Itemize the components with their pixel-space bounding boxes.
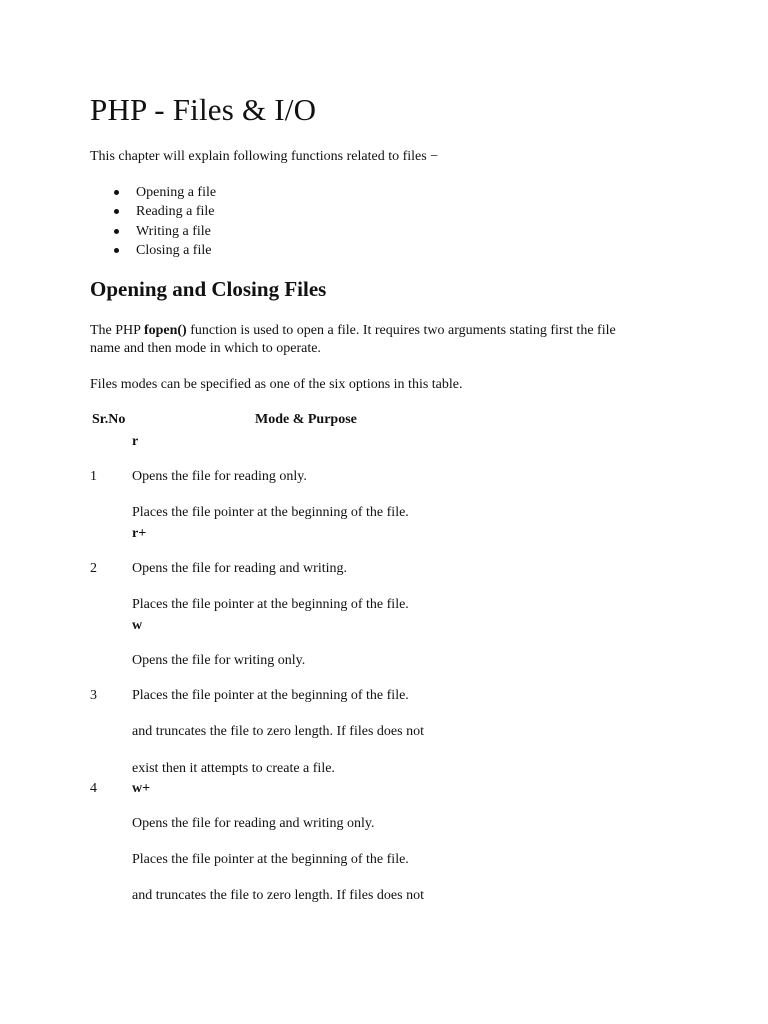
mode-description: Places the file pointer at the beginning of the file. [132,688,409,703]
row-number: 3 [90,688,97,703]
bullet-icon [114,229,119,234]
list-item: Closing a file [110,242,216,261]
mode-label: w+ [132,781,151,796]
list-item: Reading a file [110,203,216,222]
bullet-icon [114,209,119,214]
mode-description: Places the file pointer at the beginning of the file. [132,597,409,612]
list-item: Writing a file [110,223,216,242]
mode-description: Opens the file for writing only. [132,653,306,668]
row-number: 2 [90,561,97,576]
list-item: Opening a file [110,184,216,203]
mode-description: exist then it attempts to create a file. [132,761,335,776]
bullet-icon [114,190,119,195]
table-header-mode: Mode & Purpose [255,412,357,427]
mode-label: w [132,618,143,633]
table-header-srno: Sr.No [92,412,126,427]
section-heading: Opening and Closing Files [90,277,327,301]
fopen-paragraph: The PHP fopen() function is used to open a file. It requires two arguments stating first the file name and then mode in which to operate. [90,323,616,356]
mode-description: Places the file pointer at the beginning of the file. [132,505,409,520]
function-name: fopen() [143,323,187,338]
mode-description: Opens the file for reading and writing only. [132,816,375,831]
row-number: 1 [90,469,97,484]
mode-description: Places the file pointer at the beginning of the file. [132,852,409,867]
mode-description: and truncates the file to zero length. If files does not [132,724,424,739]
function-list [110,184,216,261]
mode-description: Opens the file for reading and writing. [132,561,347,576]
bullet-icon [114,248,119,253]
intro-text: This chapter will explain following functions related to files − [90,149,439,164]
mode-label: r+ [132,526,147,541]
mode-label: r [132,434,139,449]
mode-description: Opens the file for reading only. [132,469,307,484]
page-title: PHP - Files & I/O [90,92,317,127]
modes-paragraph: Files modes can be specified as one of the six options in this table. [90,377,463,392]
row-number: 4 [90,781,97,796]
mode-description: and truncates the file to zero length. If files does not [132,888,424,903]
